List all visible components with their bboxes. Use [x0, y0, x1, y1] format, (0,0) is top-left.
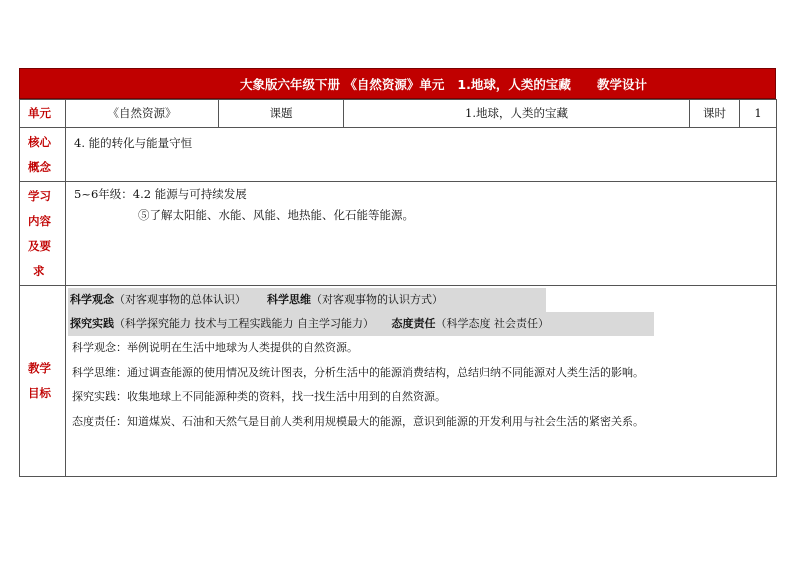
goal-scientific-thinking: 科学思维：通过调查能源的使用情况及统计图表，分析生活中的能源消费结构，总结归纳不同能源对人类生活的影响。 [72, 365, 644, 379]
core-label-line: 概念 [28, 160, 51, 174]
goal-category-highlight [68, 312, 654, 336]
document-title: 大象版六年级下册 《自然资源》单元 1.地球，人类的宝藏 教学设计 [240, 76, 647, 92]
goal-scientific-concept: 科学观念：举例说明在生活中地球为人类提供的自然资源。 [72, 341, 358, 354]
goal-category-line-2 [66, 312, 776, 336]
content-line-2: ⑤了解太阳能、水能、风能、地热能、化石能等能源。 [138, 208, 414, 222]
learning-content-row [20, 182, 777, 286]
unit-value: 《自然资源》 [66, 100, 219, 128]
content-label-line: 及要 [28, 239, 51, 253]
document-title-bar [19, 68, 776, 99]
content-label-line: 求 [33, 264, 45, 278]
tag-inquiry-practice-desc: （科学探究能力 技术与工程实践能力 自主学习能力） [114, 317, 374, 330]
core-concept-label [20, 128, 66, 182]
tag-attitude-responsibility-desc: （科学态度 社会责任） [435, 317, 549, 330]
core-concept-row [20, 128, 777, 182]
teaching-goals-row [20, 286, 777, 477]
tag-inquiry-practice: 探究实践 [70, 317, 114, 330]
tag-scientific-thinking: 科学思维 [266, 293, 311, 306]
lesson-plan-document [19, 68, 776, 477]
content-line-1: 5~6年级：4.2 能源与可持续发展 [74, 187, 247, 201]
tag-attitude-responsibility: 态度责任 [391, 317, 436, 330]
core-concept-text: 4. 能的转化与能量守恒 [74, 136, 193, 150]
goals-label-line: 教学 [28, 361, 51, 375]
teaching-goals-value [66, 286, 777, 477]
tag-scientific-concept: 科学观念 [70, 293, 114, 306]
lesson-plan-table [19, 99, 777, 477]
learning-content-value [66, 182, 777, 286]
unit-row [20, 100, 777, 128]
tag-scientific-concept-desc: （对客观事物的总体认识） [114, 293, 246, 306]
core-label-line: 核心 [28, 135, 51, 149]
content-label-line: 内容 [28, 214, 51, 228]
goal-category-highlight [68, 288, 546, 312]
goal-inquiry-practice: 探究实践：收集地球上不同能源种类的资料，找一找生活中用到的自然资源。 [72, 390, 446, 403]
goal-attitude-responsibility: 态度责任：知道煤炭、石油和天然气是目前人类利用规模最大的能源，意识到能源的开发利用与社会生活的紧密关系。 [72, 414, 644, 428]
topic-label: 课题 [219, 100, 344, 128]
goals-label-line: 目标 [28, 386, 51, 400]
period-value: 1 [740, 100, 777, 128]
unit-label: 单元 [20, 100, 66, 128]
period-label: 课时 [690, 100, 740, 128]
learning-content-label [20, 182, 66, 286]
goal-category-line-1 [66, 288, 776, 312]
tag-scientific-thinking-desc: （对客观事物的认识方式） [310, 293, 443, 306]
teaching-goals-label [20, 286, 66, 477]
topic-value: 1.地球，人类的宝藏 [344, 100, 690, 128]
content-label-line: 学习 [28, 189, 51, 203]
core-concept-value [66, 128, 777, 182]
